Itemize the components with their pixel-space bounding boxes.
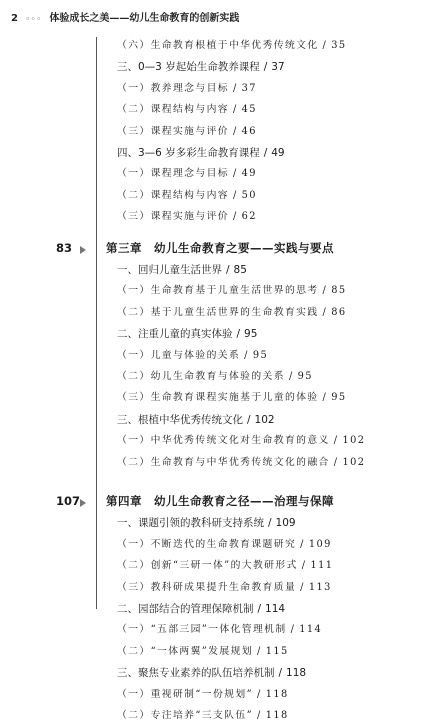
entry-title: （一）生命教育基于儿童生活世界的思考	[117, 285, 319, 296]
page-separator: /	[244, 350, 249, 361]
entry-title: （一）教养理念与目标	[117, 83, 229, 94]
entry-title: （一）“五部三园”一体化管理机制	[117, 624, 287, 635]
entry-page-number: 118	[265, 710, 289, 721]
entry-title: （二）课程结构与内容	[117, 104, 229, 115]
page-separator: /	[263, 61, 268, 73]
subsection-entry[interactable]	[0, 165, 438, 183]
entry-title: （六）生命教育根植于中华优秀传统文化	[117, 40, 319, 51]
page-separator: /	[247, 414, 251, 426]
entry-page-number: 86	[331, 307, 347, 318]
entry-text	[117, 80, 257, 98]
section-entry[interactable]	[0, 600, 438, 618]
entry-page-number: 118	[286, 667, 307, 679]
entry-text	[117, 557, 333, 575]
page-separator: /	[232, 168, 238, 179]
entry-page-number: 85	[233, 264, 247, 276]
entry-title: （二）生命教育与中华优秀传统文化的融合	[117, 457, 330, 468]
entry-page-number: 37	[271, 61, 285, 73]
page-separator: /	[278, 667, 283, 679]
entry-text	[117, 347, 268, 365]
entry-page-number: 109	[275, 517, 296, 529]
entry-text	[117, 389, 347, 407]
entry-page-number: 95	[297, 371, 313, 382]
subsection-entry[interactable]	[0, 347, 438, 365]
entry-title: （二）幼儿生命教育与体验的关系	[117, 371, 285, 382]
section-entry[interactable]	[0, 261, 438, 279]
entry-title: （一）重视研制“一份规划”	[117, 689, 253, 700]
entry-title: （一）中华优秀传统文化对生命教育的意义	[117, 435, 330, 446]
page-separator: /	[257, 603, 262, 615]
entry-page-number: 95	[244, 328, 258, 340]
section-entry[interactable]	[0, 144, 438, 162]
section-entry[interactable]	[0, 514, 438, 532]
page-separator: /	[256, 689, 262, 700]
entry-text	[117, 37, 347, 55]
entry-page-number: 37	[241, 83, 257, 94]
subsection-entry[interactable]	[0, 208, 438, 226]
entry-title: 三、0—3 岁起始生命教养课程	[117, 61, 260, 73]
entry-page-number: 95	[331, 392, 347, 403]
header-book-title: 体验成长之美——幼儿生命教育的创新实践	[49, 13, 240, 24]
entry-text	[117, 643, 289, 661]
page-separator: /	[333, 435, 339, 446]
page-separator: /	[256, 646, 262, 657]
page-separator: /	[232, 104, 238, 115]
page-separator: /	[232, 126, 238, 137]
entry-text	[117, 600, 285, 618]
subsection-entry[interactable]	[0, 368, 438, 386]
entry-text	[117, 454, 365, 472]
entry-page-number: 114	[265, 603, 286, 615]
entry-page-number: 45	[241, 104, 257, 115]
chapter-arrow-icon	[80, 499, 86, 507]
entry-title: （一）儿童与体验的关系	[117, 350, 241, 361]
entry-title: 第三章 幼儿生命教育之要——实践与要点	[106, 241, 334, 255]
entry-text	[117, 58, 285, 76]
entry-text	[117, 432, 365, 450]
subsection-entry[interactable]	[0, 282, 438, 300]
subsection-entry[interactable]	[0, 579, 438, 597]
entry-text	[106, 239, 334, 257]
section-entry[interactable]	[0, 411, 438, 429]
entry-page-number: 102	[342, 435, 366, 446]
page-separator: /	[232, 83, 238, 94]
entry-title: （二）创新“三研一体”的大教研形式	[117, 560, 298, 571]
subsection-entry[interactable]	[0, 37, 438, 55]
subsection-entry[interactable]	[0, 123, 438, 141]
entry-text	[117, 261, 247, 279]
entry-text	[117, 536, 332, 554]
entry-title: 三、聚焦专业素养的队伍培养机制	[117, 667, 275, 679]
page-separator: /	[322, 40, 328, 51]
entry-title: 四、3—6 岁多彩生命教育课程	[117, 147, 260, 159]
section-entry[interactable]	[0, 325, 438, 343]
entry-title: （三）课程实施与评价	[117, 211, 229, 222]
chapter-entry[interactable]	[0, 493, 438, 511]
subsection-entry[interactable]	[0, 536, 438, 554]
chapter-page-number: 107	[56, 494, 81, 508]
page-separator: /	[290, 624, 296, 635]
entry-page-number: 118	[265, 689, 289, 700]
page-separator: /	[300, 539, 305, 550]
entry-text	[117, 208, 257, 226]
subsection-entry[interactable]	[0, 707, 438, 725]
entry-page-number: 49	[241, 168, 257, 179]
entry-text	[117, 304, 347, 322]
entry-text	[117, 101, 257, 119]
chapter-entry[interactable]	[0, 240, 438, 258]
subsection-entry[interactable]	[0, 432, 438, 450]
subsection-entry[interactable]	[0, 389, 438, 407]
page-separator: /	[256, 710, 262, 721]
page-separator: /	[232, 211, 238, 222]
entry-title: （三）生命教育课程实施基于儿童的体验	[117, 392, 319, 403]
page-separator: /	[322, 307, 328, 318]
subsection-entry[interactable]	[0, 557, 438, 575]
entry-title: 一、课题引领的教科研支持系统	[117, 517, 264, 529]
page-separator: /	[322, 285, 328, 296]
entry-text	[117, 325, 257, 343]
subsection-entry[interactable]	[0, 643, 438, 661]
entry-text	[117, 664, 306, 682]
subsection-entry[interactable]	[0, 454, 438, 472]
entry-text	[117, 579, 332, 597]
subsection-entry[interactable]	[0, 304, 438, 322]
entry-text	[117, 123, 257, 141]
entry-title: （三）课程实施与评价	[117, 126, 229, 137]
entry-title: 二、注重儿童的真实体验	[117, 328, 233, 340]
entry-title: （二）课程结构与内容	[117, 190, 229, 201]
entry-title: 二、园部结合的管理保障机制	[117, 603, 254, 615]
header-ornament: ◦◦◦	[25, 15, 42, 23]
page-separator: /	[301, 560, 307, 571]
entry-text	[117, 368, 313, 386]
section-entry[interactable]	[0, 664, 438, 682]
page-separator: /	[300, 582, 305, 593]
chapter-arrow-icon	[80, 246, 86, 254]
entry-title: 第四章 幼儿生命教育之径——治理与保障	[106, 494, 334, 508]
entry-title: （二）“一体两翼”发展规划	[117, 646, 253, 657]
entry-page-number: 46	[241, 126, 257, 137]
entry-page-number: 102	[254, 414, 275, 426]
entry-page-number: 85	[331, 285, 347, 296]
page-separator: /	[236, 328, 241, 340]
entry-text	[117, 411, 275, 429]
subsection-entry[interactable]	[0, 101, 438, 119]
entry-title: 三、根植中华优秀传统文化	[117, 414, 243, 426]
entry-title: （一）课程理念与目标	[117, 168, 229, 179]
section-entry[interactable]	[0, 58, 438, 76]
entry-page-number: 115	[265, 646, 289, 657]
subsection-entry[interactable]	[0, 686, 438, 704]
entry-text	[117, 621, 322, 639]
entry-page-number: 95	[252, 350, 269, 361]
entry-page-number: 109	[308, 539, 332, 550]
page-separator: /	[268, 517, 272, 529]
entry-text	[106, 492, 334, 510]
header-page-number: 2	[11, 13, 18, 24]
entry-page-number: 49	[271, 147, 285, 159]
entry-text	[117, 686, 289, 704]
entry-page-number: 35	[331, 40, 347, 51]
entry-page-number: 111	[310, 560, 334, 571]
page-separator: /	[288, 371, 294, 382]
entry-title: （三）教科研成果提升生命教育质量	[117, 582, 297, 593]
entry-page-number: 102	[342, 457, 366, 468]
chapter-page-number: 83	[56, 241, 73, 255]
page-separator: /	[226, 264, 230, 276]
subsection-entry[interactable]	[0, 621, 438, 639]
entry-text	[117, 165, 257, 183]
entry-title: （二）专注培养“三支队伍”	[117, 710, 253, 721]
entry-page-number: 113	[308, 582, 332, 593]
page-separator: /	[333, 457, 339, 468]
page-separator: /	[322, 392, 328, 403]
entry-text	[117, 144, 285, 162]
page-separator: /	[232, 190, 238, 201]
entry-text	[117, 514, 296, 532]
subsection-entry[interactable]	[0, 187, 438, 205]
entry-text	[117, 187, 257, 205]
page-separator: /	[263, 147, 268, 159]
entry-page-number: 62	[241, 211, 257, 222]
entry-page-number: 114	[299, 624, 323, 635]
subsection-entry[interactable]	[0, 80, 438, 98]
entry-text	[117, 282, 347, 300]
entry-title: （二）基于儿童生活世界的生命教育实践	[117, 307, 319, 318]
entry-page-number: 50	[241, 190, 257, 201]
entry-text	[117, 707, 289, 725]
entry-title: （一）不断迭代的生命教育课题研究	[117, 539, 297, 550]
entry-title: 一、回归儿童生活世界	[117, 264, 222, 276]
